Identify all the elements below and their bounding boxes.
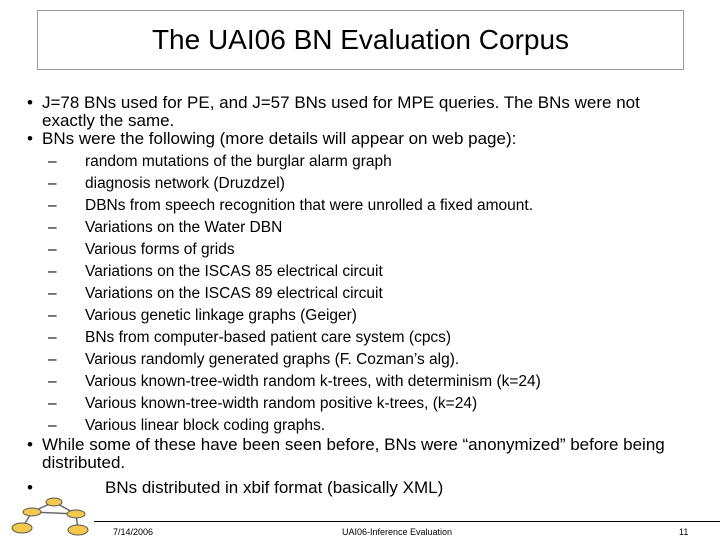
bullet-marker: • bbox=[27, 478, 33, 497]
dash-marker: – bbox=[48, 263, 57, 280]
bullet-text: BNs distributed in xbif format (basically XML) bbox=[105, 478, 444, 497]
bullet-marker: • bbox=[27, 93, 33, 112]
footer-page-number: 11 bbox=[679, 527, 689, 537]
dash-marker: – bbox=[48, 219, 57, 236]
bullet-text: J=78 BNs used for PE, and J=57 BNs used for MPE queries. The BNs were not exactly the same. bbox=[42, 93, 640, 130]
dash-marker: – bbox=[48, 241, 57, 258]
bullet-text: While some of these have been seen before, BNs were “anonymized” before being distributed. bbox=[42, 435, 665, 472]
dash-marker: – bbox=[48, 285, 57, 302]
footer-divider bbox=[94, 521, 720, 522]
network-logo-icon bbox=[4, 490, 96, 538]
dash-marker: – bbox=[48, 373, 57, 390]
dash-marker: – bbox=[48, 395, 57, 412]
dash-marker: – bbox=[48, 307, 57, 324]
bullet-text: BNs were the following (more details will appear on web page): bbox=[42, 129, 517, 148]
bullet-marker: • bbox=[27, 129, 33, 148]
dash-marker: – bbox=[48, 197, 57, 214]
footer-date: 7/14/2006 bbox=[113, 527, 154, 537]
title-box bbox=[37, 10, 684, 70]
dash-marker: – bbox=[48, 329, 57, 346]
bullet-marker: • bbox=[27, 435, 33, 454]
footer-center: UAI06-Inference Evaluation bbox=[342, 527, 453, 537]
dash-marker: – bbox=[48, 351, 57, 368]
dash-marker: – bbox=[48, 417, 57, 434]
slide-title: The UAI06 BN Evaluation Corpus bbox=[151, 24, 570, 55]
dash-marker: – bbox=[48, 175, 57, 192]
dash-marker: – bbox=[48, 153, 57, 170]
